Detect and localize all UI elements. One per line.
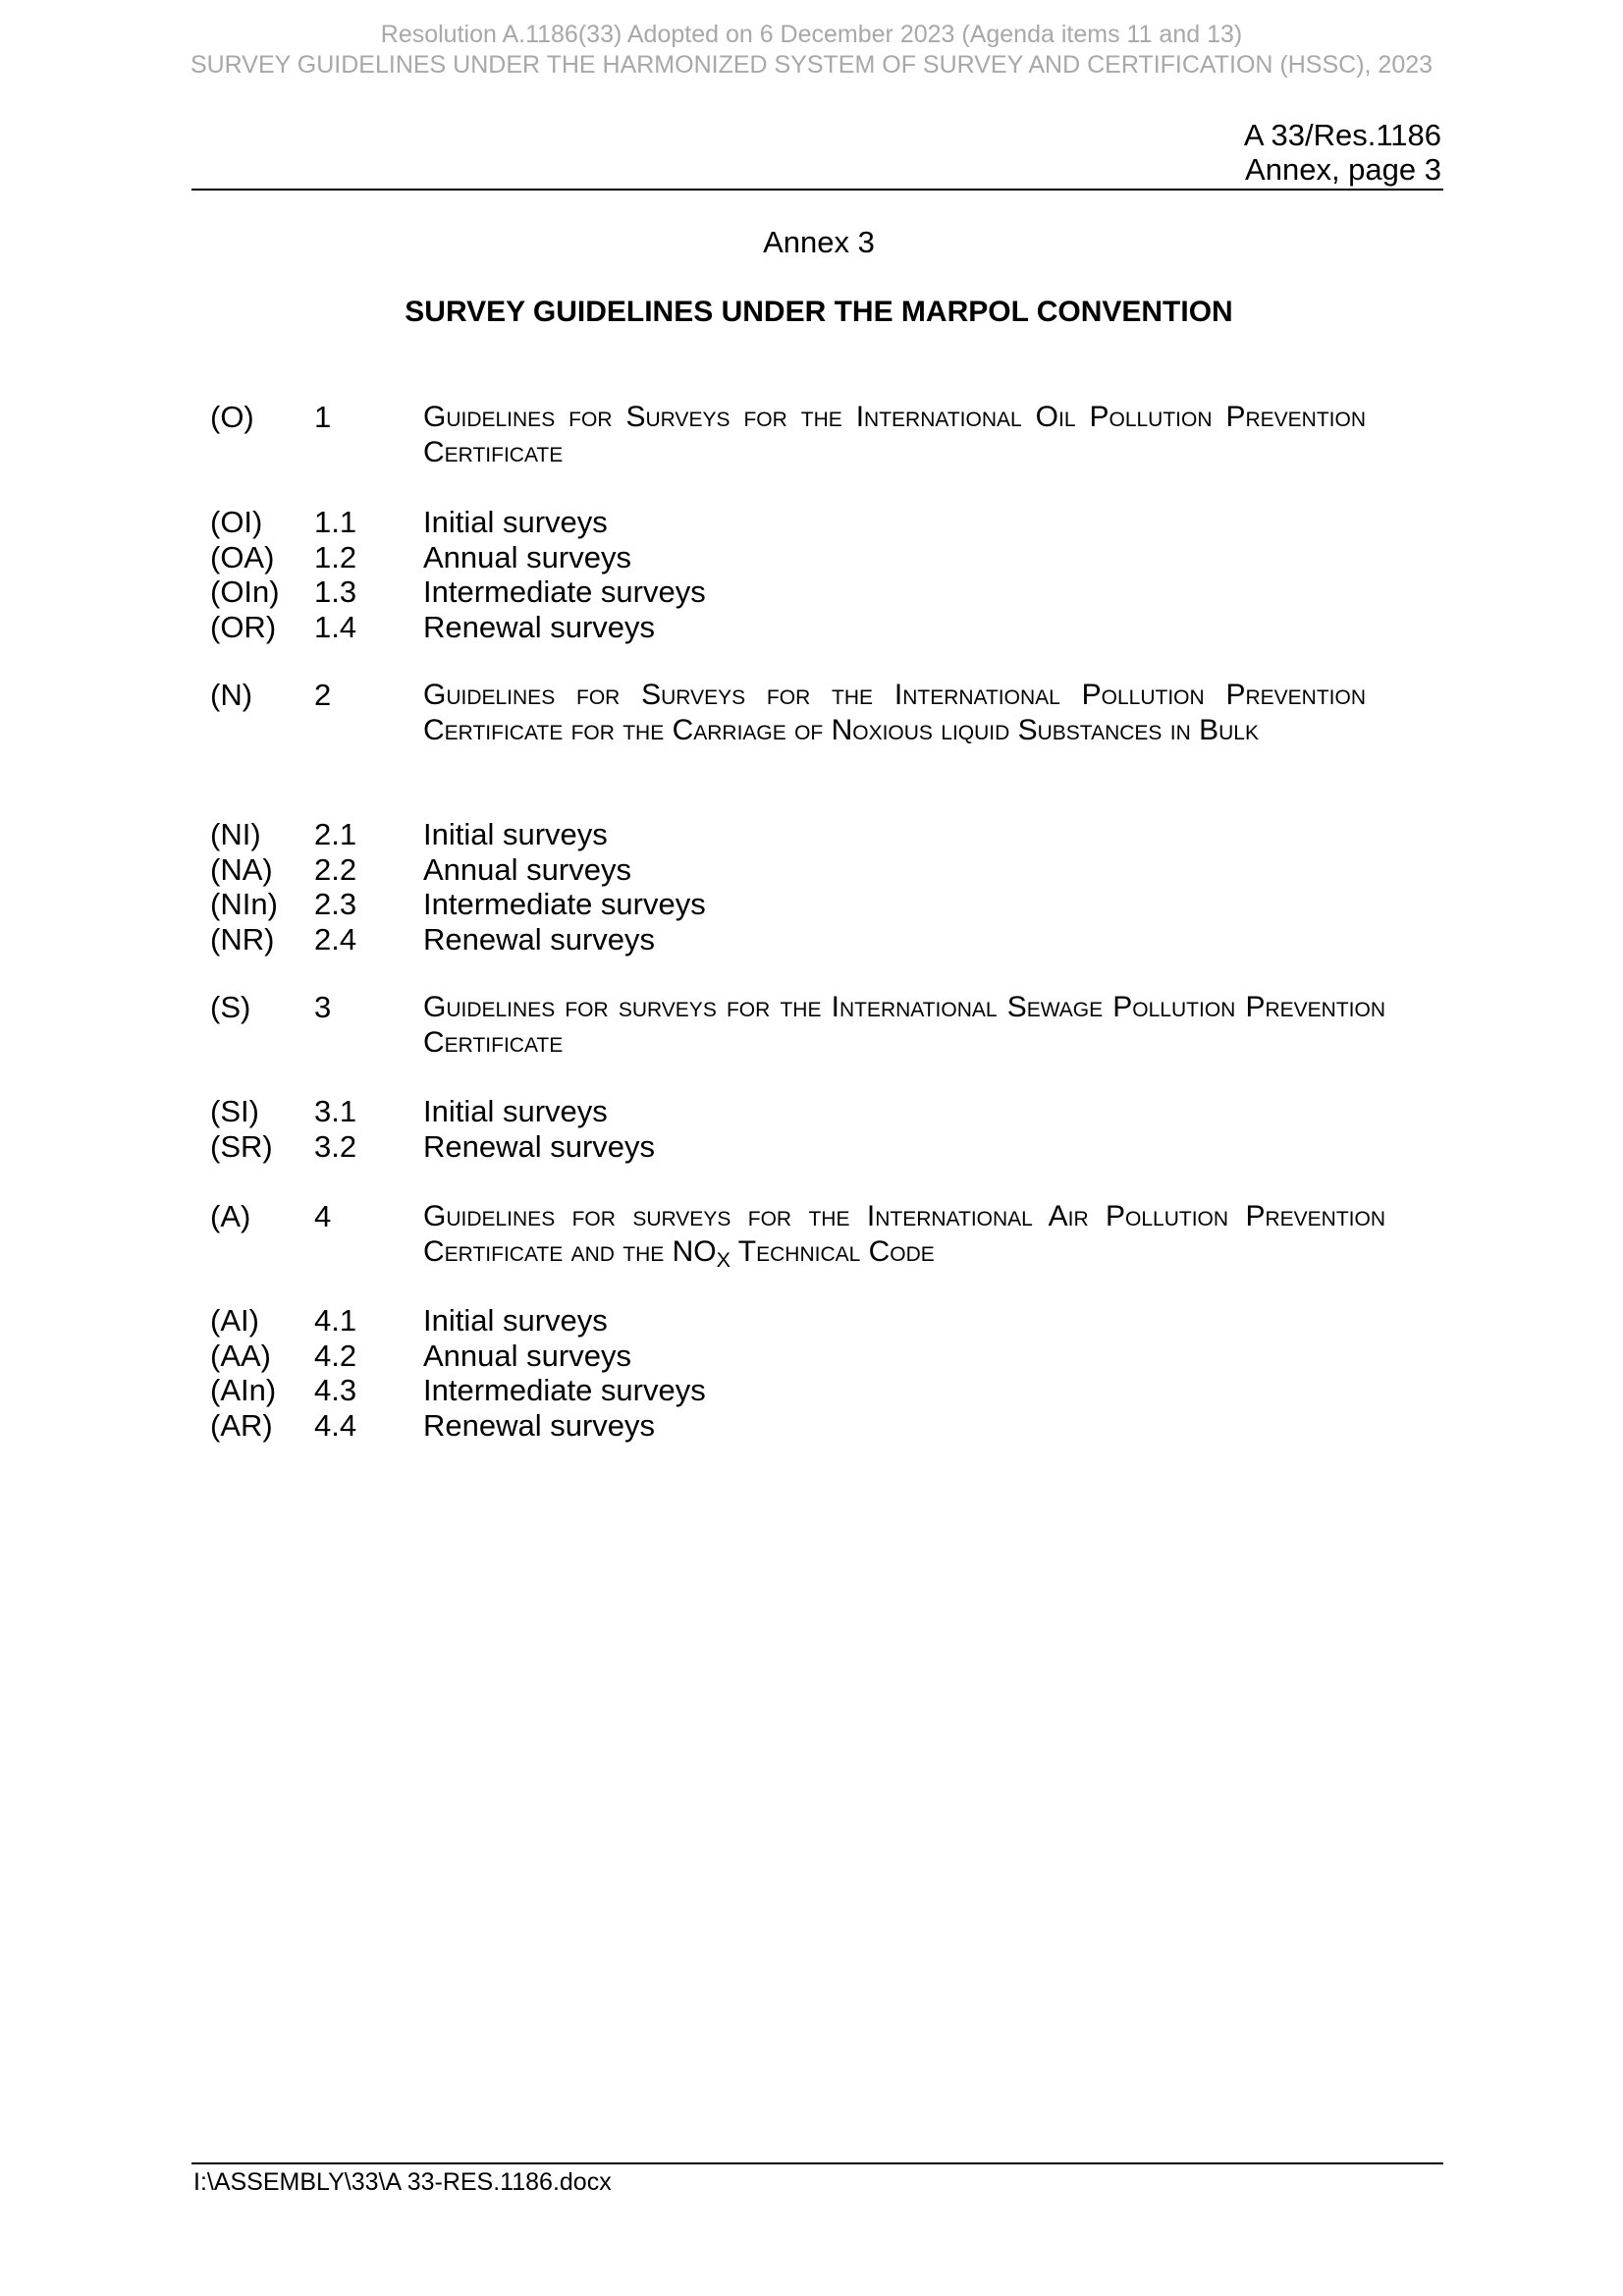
item-code: (NIn) bbox=[210, 887, 278, 921]
item-number: 1.4 bbox=[314, 609, 357, 644]
section-title: Guidelines for Surveys for the International Pollution Prevention Certificate for the Carriage of Noxious liquid Substances in Bulk bbox=[423, 679, 1366, 746]
item-label: Intermediate surveys bbox=[423, 887, 706, 921]
item-label: Renewal surveys bbox=[423, 609, 656, 644]
section-number: 4 bbox=[314, 1199, 332, 1233]
item-number: 3.1 bbox=[314, 1094, 357, 1128]
guidelines-banner: SURVEY GUIDELINES UNDER THE HARMONIZED SYSTEM OF SURVEY AND CERTIFICATION (HSSC), 2023 bbox=[189, 51, 1434, 79]
item-label: Initial surveys bbox=[423, 505, 608, 539]
item-label: Initial surveys bbox=[423, 1094, 608, 1128]
item-code: (NA) bbox=[210, 851, 273, 887]
item-number: 3.2 bbox=[314, 1128, 357, 1164]
section-number: 2 bbox=[314, 678, 332, 712]
item-code: (OR) bbox=[210, 609, 277, 644]
item-code: (SI) bbox=[210, 1094, 259, 1128]
item-code: (AA) bbox=[210, 1338, 271, 1373]
item-number: 4.4 bbox=[314, 1407, 357, 1443]
item-code: (NR) bbox=[210, 921, 275, 957]
section-title-end: Technical Code bbox=[730, 1234, 935, 1268]
item-code: (AR) bbox=[210, 1407, 273, 1443]
item-label: Renewal surveys bbox=[423, 1128, 656, 1164]
item-number: 4.1 bbox=[314, 1303, 357, 1338]
item-number: 4.3 bbox=[314, 1373, 357, 1407]
item-number: 1.3 bbox=[314, 574, 357, 609]
section-code: (O) bbox=[210, 400, 254, 434]
item-code: (NI) bbox=[210, 817, 261, 851]
item-code: (OIn) bbox=[210, 574, 280, 609]
item-label: Intermediate surveys bbox=[423, 574, 706, 609]
item-number: 2.3 bbox=[314, 887, 357, 921]
section-number: 3 bbox=[314, 990, 332, 1024]
annex-title: Annex 3 bbox=[763, 225, 875, 259]
item-number: 1.1 bbox=[314, 505, 357, 539]
item-code: (SR) bbox=[210, 1128, 273, 1164]
item-number: 2.2 bbox=[314, 851, 357, 887]
item-code: (OI) bbox=[210, 505, 263, 539]
item-label: Intermediate surveys bbox=[423, 1373, 706, 1407]
item-number: 4.2 bbox=[314, 1338, 357, 1373]
section-number: 1 bbox=[314, 400, 332, 434]
section-title: Guidelines for surveys for the International Sewage Pollution Prevention Certificate bbox=[423, 991, 1385, 1059]
item-label: Renewal surveys bbox=[423, 1407, 656, 1443]
section-code: (A) bbox=[210, 1199, 251, 1233]
section-title bbox=[423, 1199, 1385, 1272]
item-code: (AI) bbox=[210, 1303, 259, 1338]
item-code: (AIn) bbox=[210, 1373, 277, 1407]
page-reference: Annex, page 3 bbox=[1245, 152, 1441, 187]
item-label: Initial surveys bbox=[423, 1303, 608, 1338]
section-title-main: Guidelines for surveys for the International Air Pollution Prevention Certificate and the NO bbox=[423, 1200, 1385, 1268]
item-label: Annual surveys bbox=[423, 539, 631, 574]
item-number: 1.2 bbox=[314, 539, 357, 574]
footer-rule bbox=[191, 2162, 1443, 2164]
item-label: Renewal surveys bbox=[423, 921, 656, 957]
item-code: (OA) bbox=[210, 539, 275, 574]
resolution-banner: Resolution A.1186(33) Adopted on 6 December 2023 (Agenda items 11 and 13) bbox=[380, 21, 1243, 48]
subscript-x: X bbox=[716, 1246, 730, 1272]
item-number: 2.4 bbox=[314, 921, 357, 957]
section-code: (N) bbox=[210, 678, 253, 712]
document-title: SURVEY GUIDELINES UNDER THE MARPOL CONVENTION bbox=[405, 296, 1233, 328]
item-label: Initial surveys bbox=[423, 817, 608, 851]
section-title: Guidelines for Surveys for the International Oil Pollution Prevention Certificate bbox=[423, 401, 1366, 468]
item-number: 2.1 bbox=[314, 817, 357, 851]
file-path: I:\ASSEMBLY\33\A 33-RES.1186.docx bbox=[193, 2168, 612, 2196]
header-rule bbox=[191, 189, 1443, 191]
item-label: Annual surveys bbox=[423, 1338, 631, 1373]
item-label: Annual surveys bbox=[423, 851, 631, 887]
section-code: (S) bbox=[210, 990, 251, 1024]
document-symbol: A 33/Res.1186 bbox=[1243, 118, 1441, 152]
